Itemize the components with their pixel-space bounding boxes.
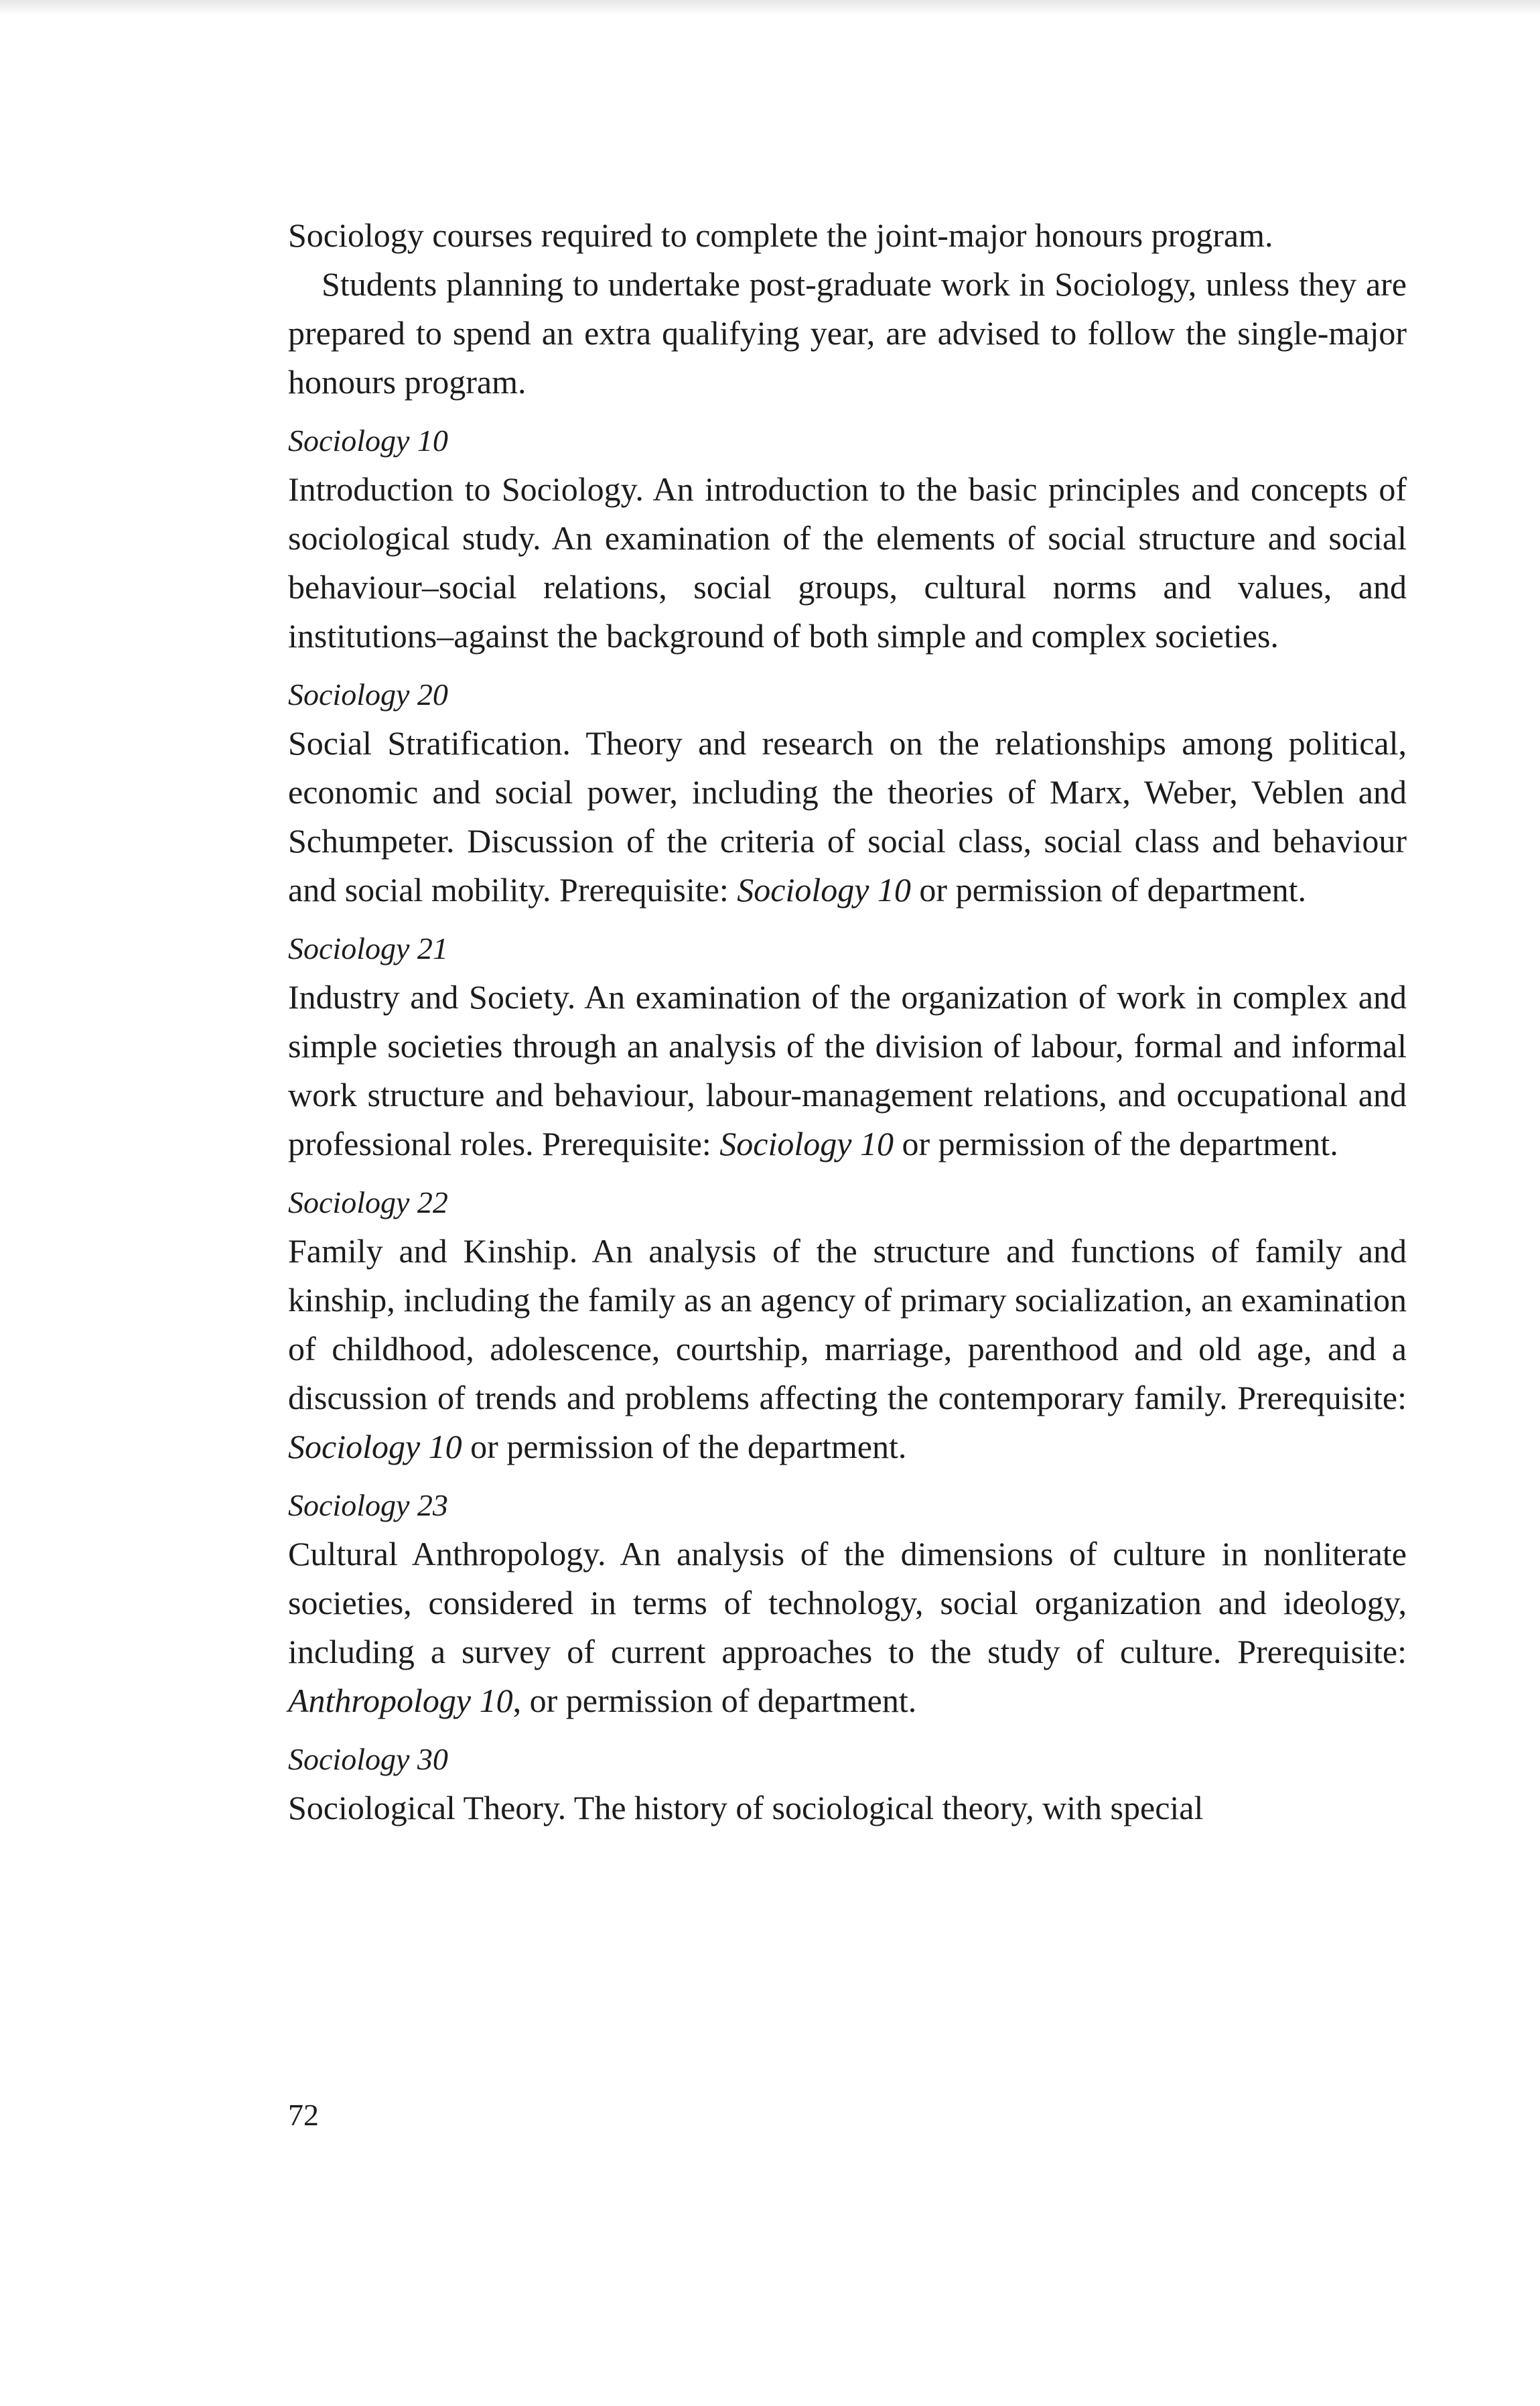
course-heading: Sociology 22 <box>288 1185 448 1219</box>
prerequisite-course: Anthropology 10 <box>288 1682 513 1719</box>
course-text: Social Stratification. Theory and research on the relationships among political, economic and social power, including the theories of Marx, Weber, Veblen and Schumpeter. Discussion of the criteria of social class, social class and behaviour and social mobility. Prerequisite: <box>288 724 1407 909</box>
course-text: Industry and Society. An examination of the organization of work in complex and simple societies through an analysis of the division of labour, formal and informal work structure and behaviour, labour-management relations, and occupational and professional roles. Prerequisite: <box>288 978 1407 1162</box>
course-description: Introduction to Sociology. An introduction to the basic principles and concepts of sociological study. An examination of the elements of social structure and social behaviour–social relations, social groups, cultural norms and values, and institutions–against the background of both simple and complex societies. <box>288 470 1407 655</box>
course-heading: Sociology 10 <box>288 423 448 458</box>
course-description: Sociological Theory. The history of sociological theory, with special <box>288 1789 1204 1826</box>
prerequisite-course: Sociology 10 <box>719 1125 894 1162</box>
prerequisite-course: Sociology 10 <box>737 871 911 909</box>
course-text: Family and Kinship. An analysis of the structure and functions of family and kinship, including the family as an agency of primary socialization, an examination of childhood, adolescence, courtship, marriage, parenthood and old age, and a discussion of trends and problems affecting the contemporary family. Prerequisite: <box>288 1232 1407 1416</box>
course-heading: Sociology 21 <box>288 931 448 965</box>
course-heading: Sociology 30 <box>288 1742 448 1776</box>
course-sociology-20 <box>288 670 1407 915</box>
course-text-tail: or permission of the department. <box>893 1125 1338 1162</box>
course-heading: Sociology 20 <box>288 677 448 712</box>
course-heading: Sociology 23 <box>288 1488 448 1522</box>
course-description <box>288 719 1407 915</box>
course-sociology-23 <box>288 1481 1407 1725</box>
page-top-edge <box>0 0 1540 15</box>
page-body <box>288 211 1407 1832</box>
course-sociology-30 <box>288 1735 1407 1832</box>
course-text-tail: or permission of the department. <box>462 1428 907 1465</box>
intro-line: Sociology courses required to complete the joint-major honours program. <box>288 216 1273 254</box>
course-description <box>288 1227 1407 1471</box>
prerequisite-course: Sociology 10 <box>288 1428 462 1465</box>
course-sociology-10 <box>288 416 1407 661</box>
course-description <box>288 973 1407 1168</box>
course-text-tail: or permission of department. <box>910 871 1307 909</box>
course-text-tail: , or permission of department. <box>512 1682 917 1719</box>
course-description <box>288 1530 1407 1725</box>
course-sociology-21 <box>288 924 1407 1168</box>
page-number: 72 <box>288 2098 319 2132</box>
course-sociology-22 <box>288 1178 1407 1471</box>
intro-paragraph: Students planning to undertake post-graduate work in Sociology, unless they are prepared to spend an extra qualifying year, are advised to follow the single-major honours program. <box>288 265 1407 401</box>
course-text: Cultural Anthropology. An analysis of the dimensions of culture in nonliterate societies, considered in terms of technology, social organization and ideology, including a survey of current approaches to the study of culture. Prerequisite: <box>288 1535 1407 1670</box>
